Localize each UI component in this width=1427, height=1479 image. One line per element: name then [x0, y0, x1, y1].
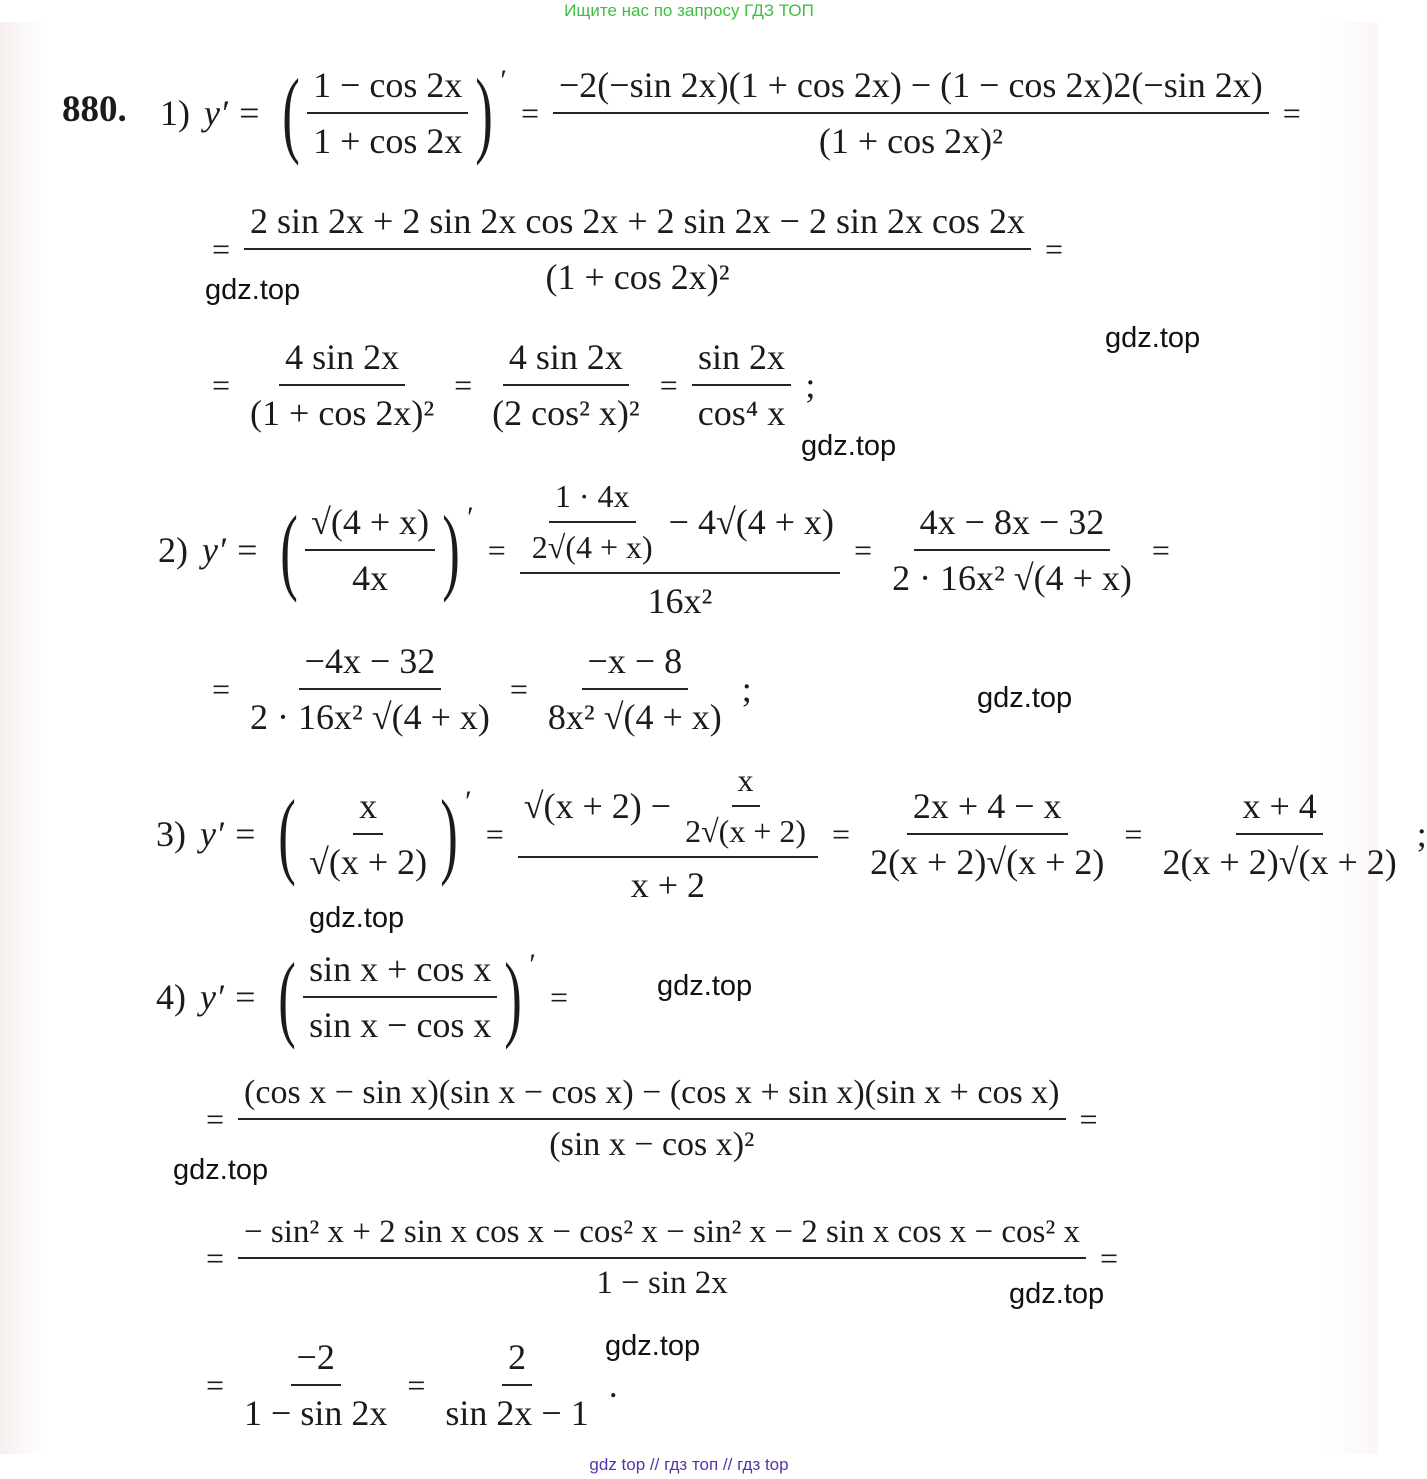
p4-line4: [206, 1336, 618, 1434]
p4-numerator-4: 2: [502, 1336, 532, 1386]
p3-base-group: ( $\frac{x}{√(x + 2)}$ ) ′: [278, 780, 472, 887]
p2-numerator-1: [520, 478, 840, 574]
p2-line1: [158, 478, 1170, 622]
equals-sign: =: [854, 531, 873, 568]
p4-denominator-1: (sin x − cos x)²: [549, 1126, 755, 1163]
p3-numerator-2: 2x + 4 − x: [907, 785, 1068, 835]
watermark: gdz.top: [309, 902, 405, 934]
watermark: gdz.top: [173, 1154, 269, 1186]
p2-inner-numerator: 1 · 4x: [549, 478, 636, 523]
equals-sign: =: [212, 670, 231, 707]
p1-fraction-2: [244, 200, 1031, 298]
p1-denominator-1: (1 + cos 2x)²: [818, 121, 1003, 161]
p1-fraction-4: [486, 336, 646, 434]
p4-denominator-3: 1 − sin 2x: [244, 1393, 388, 1433]
p2-fraction-2: [886, 501, 1138, 599]
equals-sign: =: [487, 531, 506, 568]
equals-sign: =: [485, 815, 504, 852]
p1-fraction-1: [553, 64, 1269, 162]
equals-sign: =: [1044, 230, 1064, 267]
p3-fraction-3: [1156, 785, 1402, 883]
watermark: gdz.top: [1105, 322, 1201, 354]
p2-y-prime: y′ =: [202, 530, 260, 570]
equals-sign: =: [206, 1100, 225, 1137]
p4-base-fraction: [303, 948, 497, 1046]
problem-number: 880.: [62, 89, 127, 130]
p4-numerator-3: −2: [291, 1336, 341, 1386]
p1-numerator-3: 4 sin 2x: [279, 336, 405, 386]
p2-base-denominator: 4x: [352, 558, 389, 598]
p3-numerator-3: x + 4: [1236, 785, 1322, 835]
p4-label: 4): [156, 977, 186, 1017]
p4-fraction-2: [238, 1214, 1086, 1302]
equals-sign: =: [549, 978, 569, 1015]
watermark: gdz.top: [205, 274, 301, 306]
p4-numerator-2: − sin² x + 2 sin x cos x − cos² x − sin² x − 2 sin x cos x − cos² x: [238, 1214, 1086, 1259]
p3-fraction-1: [518, 762, 818, 906]
p3-inner-fraction: [679, 762, 812, 850]
p3-inner-head: √(x + 2) −: [523, 786, 672, 826]
p4-period: .: [608, 1365, 618, 1405]
equals-sign: =: [1282, 94, 1301, 131]
p1-fraction-3: [244, 336, 440, 434]
p3-base-fraction: [303, 785, 433, 883]
p3-y-prime: y′ =: [200, 814, 258, 854]
p1-line2: [212, 200, 1063, 298]
p4-line1: [156, 943, 569, 1050]
p1-line1: [160, 59, 1301, 166]
p3-denominator-2: 2(x + 2)√(x + 2): [870, 842, 1105, 882]
p3-prime-mark: ′: [465, 785, 472, 818]
equals-sign: =: [509, 670, 528, 707]
p4-y-prime: y′ =: [200, 977, 258, 1017]
p2-denominator-2: 2 · 16x² √(4 + x): [892, 558, 1132, 598]
p2-denominator-3: 2 · 16x² √(4 + x): [250, 697, 490, 737]
watermark: gdz.top: [801, 430, 897, 462]
equals-sign: =: [212, 230, 231, 267]
p1-numerator-2: 2 sin 2x + 2 sin 2x cos 2x + 2 sin 2x − 2 sin 2x cos 2x: [244, 200, 1031, 250]
p4-line2: [206, 1074, 1098, 1164]
equals-sign: =: [832, 815, 851, 852]
p1-denominator-5: cos⁴ x: [697, 393, 786, 433]
p2-base-numerator: √(4 + x): [305, 501, 435, 551]
p4-base-group: ( $\frac{\text{sin x + cos x}}{\text{sin x − cos x}}$ ) ′: [278, 943, 536, 1050]
p3-base-numerator: x: [353, 785, 383, 835]
equals-sign: =: [1124, 815, 1143, 852]
equals-sign: =: [206, 1366, 225, 1403]
equals-sign: =: [520, 94, 539, 131]
watermark: gdz.top: [657, 970, 753, 1002]
p2-inner-fraction: [526, 478, 659, 566]
p3-denominator-1: x + 2: [630, 865, 706, 905]
p2-line2: [212, 640, 752, 738]
p1-numerator-5: sin 2x: [692, 336, 791, 386]
watermark: gdz.top: [977, 682, 1073, 714]
equals-sign: =: [1079, 1100, 1098, 1137]
p4-base-numerator: sin x + cos x: [303, 948, 497, 998]
p1-prime-mark: ′: [500, 64, 507, 97]
p3-line1: [156, 762, 1427, 906]
p3-inner-denominator: 2√(x + 2): [685, 813, 807, 849]
equals-sign: =: [1100, 1239, 1119, 1276]
p1-base-fraction: [307, 64, 468, 162]
p4-denominator-4: sin 2x − 1: [445, 1393, 589, 1433]
watermark: gdz.top: [605, 1330, 701, 1362]
p3-semicolon: ;: [1416, 814, 1427, 854]
p1-denominator-2: (1 + cos 2x)²: [545, 257, 730, 297]
p1-label: 1): [160, 93, 190, 133]
search-hint-banner[interactable]: Ищите нас по запросу ГДЗ ТОП: [564, 1, 814, 20]
p2-numerator-3: −4x − 32: [299, 640, 442, 690]
p1-numerator-1: −2(−sin 2x)(1 + cos 2x) − (1 − cos 2x)2(−sin 2x): [553, 64, 1269, 114]
p2-denominator-1: 16x²: [647, 581, 713, 621]
p1-base-denominator: 1 + cos 2x: [313, 121, 463, 161]
equals-sign: =: [454, 366, 473, 403]
p4-fraction-3: [238, 1336, 393, 1434]
p2-prime-mark: ′: [467, 501, 474, 534]
equals-sign: =: [212, 366, 231, 403]
p1-line3: [212, 336, 815, 434]
p2-numerator-4: −x − 8: [582, 640, 689, 690]
p1-base-group: ( $\frac{1 - \cos 2x}{1 + \cos 2x}$ ) ′: [282, 59, 507, 166]
p4-base-denominator: sin x − cos x: [309, 1005, 492, 1045]
watermark: gdz.top: [1009, 1278, 1105, 1310]
p4-numerator-1: (cos x − sin x)(sin x − cos x) − (cos x + sin x)(sin x + cos x): [238, 1074, 1065, 1120]
p4-fraction-4: [439, 1336, 594, 1434]
p4-fraction-1: [238, 1074, 1065, 1164]
p1-y-prime: y′ =: [204, 93, 262, 133]
p2-fraction-3: [244, 640, 496, 738]
p2-base-group: ( $\frac{√(4 + x)}{4x}$ ) ′: [280, 496, 474, 603]
p1-fraction-5: [692, 336, 792, 434]
equals-sign: =: [1151, 531, 1170, 568]
p4-line3: [206, 1214, 1118, 1302]
p3-inner-numerator: x: [732, 762, 760, 807]
equals-sign: =: [659, 366, 678, 403]
p3-numerator-1: [518, 762, 818, 858]
p1-denominator-3: (1 + cos 2x)²: [250, 393, 435, 433]
p4-prime-mark: ′: [529, 948, 536, 981]
p3-label: 3): [156, 814, 186, 854]
equals-sign: =: [206, 1239, 225, 1276]
p2-numerator-2: 4x − 8x − 32: [914, 501, 1111, 551]
p2-label: 2): [158, 530, 188, 570]
footer-links[interactable]: gdz top // гдз топ // гдз top: [589, 1455, 789, 1474]
p4-denominator-2: 1 − sin 2x: [596, 1265, 728, 1301]
p3-base-denominator: √(x + 2): [309, 842, 428, 882]
p2-fraction-1: [520, 478, 840, 622]
p1-numerator-4: 4 sin 2x: [503, 336, 629, 386]
p2-fraction-4: [542, 640, 728, 738]
equals-sign: =: [407, 1366, 426, 1403]
p2-inner-tail: − 4√(4 + x): [668, 502, 835, 542]
p3-fraction-2: [864, 785, 1110, 883]
p2-semicolon: ;: [741, 669, 752, 709]
p2-base-fraction: [305, 501, 435, 599]
p1-base-numerator: 1 − cos 2x: [307, 64, 468, 114]
p2-denominator-4: 8x² √(4 + x): [547, 697, 722, 737]
p2-inner-denominator: 2√(4 + x): [531, 529, 653, 565]
p3-denominator-3: 2(x + 2)√(x + 2): [1162, 842, 1397, 882]
p1-denominator-4: (2 cos² x)²: [492, 393, 640, 433]
p1-semicolon: ;: [805, 365, 816, 405]
